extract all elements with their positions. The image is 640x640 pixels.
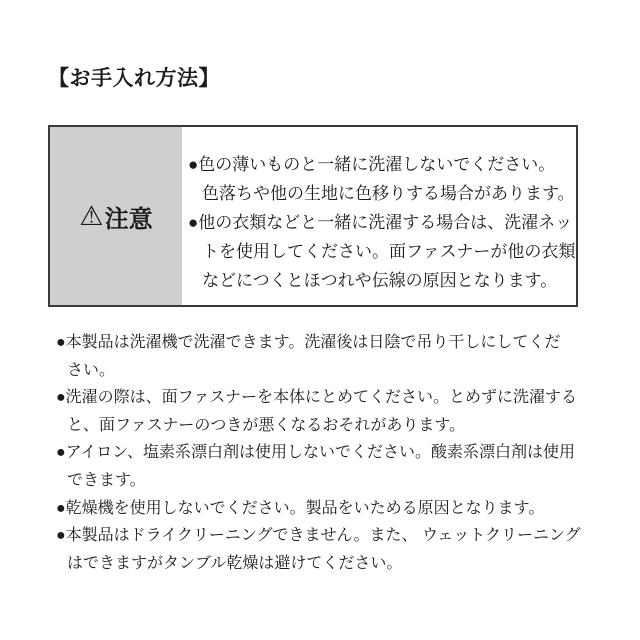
care-note-line: ●洗濯の際は、面ファスナーを本体にとめてください。とめずに洗濯する [56,389,578,407]
care-note-line: ●乾燥機を使用しないでください。製品をいためる原因となります。 [56,499,545,517]
caution-label [79,199,152,234]
care-note-line: ●本製品はドライクリーニングできません。また、 ウェットクリーニング [56,527,581,545]
caution-box [48,125,578,307]
care-note-line: ●アイロン、塩素系漂白剤は使用しないでください。酸素系漂白剤は使用 [56,444,575,462]
page-title: 【お手入れ方法】 [48,67,220,90]
caution-item-line: ●他の衣類などと一緒に洗濯する場合は、洗濯ネッ [188,213,573,232]
caution-label-text: 注意 [104,205,153,233]
caution-item-line: 色落ちや他の生地に色移りする場合があります。 [202,184,575,203]
caution-label-panel [50,127,182,305]
caution-item-line: などにつくとほつれや伝線の原因となります。 [202,271,558,290]
caution-item-line: ●色の薄いものと一緒に洗濯しないでください。 [188,155,556,174]
care-note-line: はできますがタンブル乾燥は避けてください。 [67,554,403,572]
care-notes-list [56,329,601,577]
care-note-line: ●本製品は洗濯機で洗濯できます。洗濯後は日陰で吊り干しにしてくだ [56,334,561,351]
caution-item-line: トを使用してください。面ファスナーが他の衣類 [202,242,576,261]
care-note-line: さい。 [67,361,116,379]
care-note-line: と、面ファスナーのつきが悪くなるおそれがあります。 [67,416,466,434]
care-note-line: できます。 [67,471,146,489]
caution-text-area [182,127,579,305]
warning-triangle-icon: ⚠ [79,200,104,231]
